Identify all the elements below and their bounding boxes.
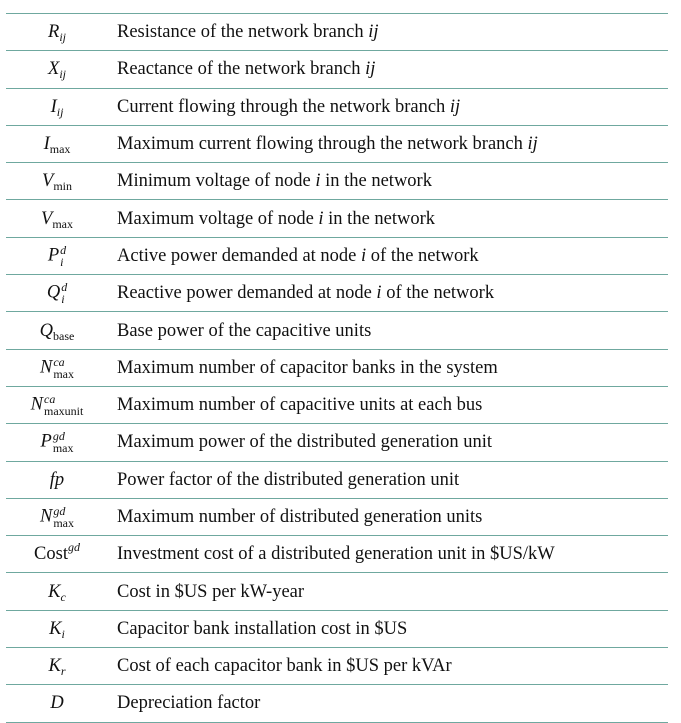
nomenclature-row (6, 386, 668, 423)
symbol-subscript: max (53, 516, 74, 530)
description-cell (108, 51, 668, 88)
math-variable: ij (368, 22, 379, 43)
description-cell (108, 536, 668, 573)
symbol-subscript: max (49, 142, 71, 157)
symbol-subscript: i (61, 292, 65, 307)
symbol-superscript: ca (53, 354, 65, 369)
description-text: Reactive power demanded at node (117, 283, 377, 304)
nomenclature-row (6, 648, 668, 685)
symbol-cell (6, 349, 108, 386)
symbol-scripts (53, 505, 74, 529)
math-variable: i (361, 245, 367, 266)
symbol-cell (6, 610, 108, 647)
symbol-subscript: max (52, 441, 74, 456)
nomenclature-row (6, 610, 668, 647)
description-text: Reactance of the network branch (117, 59, 366, 80)
symbol-base: V (41, 208, 53, 229)
math-variable: ij (449, 96, 461, 117)
description-text: Maximum number of capacitive units at each bus (117, 395, 483, 416)
description-cell (108, 88, 668, 125)
description-text: Investment cost of a distributed generation unit in $US/kW (117, 544, 555, 565)
description-cell (108, 275, 668, 312)
nomenclature-row (6, 349, 668, 386)
description-text: in the network (320, 171, 432, 192)
symbol-base: I (50, 96, 57, 117)
symbol-cell (6, 163, 108, 200)
symbol-base: D (50, 693, 64, 714)
description-cell (108, 610, 668, 647)
nomenclature-row (6, 163, 668, 200)
symbol-superscript: d (61, 280, 68, 295)
symbol-cell (6, 573, 108, 610)
symbol-base: N (39, 506, 53, 527)
description-text: Cost in $US per kW-year (117, 581, 305, 602)
description-cell (108, 461, 668, 498)
description-cell (108, 237, 668, 274)
symbol-cell (6, 51, 108, 88)
description-cell (108, 163, 668, 200)
symbol-scripts (60, 244, 66, 268)
description-text: Maximum number of distributed generation units (117, 507, 483, 527)
nomenclature-row (6, 200, 668, 237)
symbol-cell (6, 275, 108, 312)
symbol-base: K (49, 618, 62, 639)
symbol-base: N (30, 394, 43, 415)
symbol-base: P (47, 245, 60, 266)
symbol-subscript: i (60, 254, 64, 269)
description-cell (108, 200, 668, 237)
nomenclature-row (6, 88, 668, 125)
symbol-cell (6, 648, 108, 685)
description-text: Maximum number of capacitor banks in the system (117, 357, 498, 378)
symbol-base: K (48, 656, 61, 677)
symbol-base: K (48, 581, 61, 602)
description-text: Maximum voltage of node (117, 208, 319, 229)
description-text: Capacitor bank installation cost in $US (117, 618, 408, 639)
symbol-subscript: min (53, 179, 72, 194)
symbol-cell (6, 536, 108, 573)
description-text: Cost of each capacitor bank in $US per kVAr (117, 656, 452, 677)
symbol-subscript: c (60, 589, 66, 604)
nomenclature-row (6, 498, 668, 535)
description-cell (108, 573, 668, 610)
symbol-cell (6, 200, 108, 237)
nomenclature-row (6, 536, 668, 573)
symbol-subscript: ij (59, 30, 66, 45)
description-cell (108, 498, 668, 535)
symbol-base: Cost (34, 544, 68, 565)
description-text: Maximum current flowing through the network branch (117, 134, 528, 155)
symbol-subscript: ij (56, 104, 64, 119)
symbol-subscript: maxunit (44, 404, 84, 419)
symbol-cell (6, 237, 108, 274)
description-text: Current flowing through the network branch (117, 96, 450, 117)
math-variable: i (318, 208, 324, 229)
symbol-superscript: gd (52, 429, 65, 444)
nomenclature-row (6, 14, 668, 51)
symbol-cell (6, 685, 108, 722)
description-text: Depreciation factor (117, 693, 261, 714)
nomenclature-row (6, 424, 668, 461)
nomenclature-row (6, 573, 668, 610)
description-cell (108, 424, 668, 461)
symbol-subscript: max (52, 216, 73, 231)
symbol-cell (6, 386, 108, 423)
symbol-subscript: ij (59, 67, 66, 82)
symbol-scripts (53, 430, 74, 454)
symbol-base: Q (39, 320, 54, 341)
symbol-cell (6, 125, 108, 162)
description-text: Minimum voltage of node (117, 171, 316, 192)
description-text: Resistance of the network branch (117, 22, 369, 43)
nomenclature-row (6, 237, 668, 274)
symbol-superscript: ca (44, 392, 56, 407)
nomenclature-rows (6, 14, 668, 723)
symbol-base: I (43, 134, 50, 155)
symbol-base: R (48, 22, 60, 43)
symbol-base: V (42, 171, 54, 192)
description-cell (108, 14, 668, 51)
symbol-base: P (40, 431, 52, 452)
symbol-subscript: max (53, 366, 74, 381)
symbol-superscript: gd (53, 504, 66, 518)
symbol-cell (6, 14, 108, 51)
nomenclature-row (6, 685, 668, 722)
nomenclature-row (6, 275, 668, 312)
math-variable: ij (365, 59, 376, 80)
nomenclature-row (6, 51, 668, 88)
description-text: Power factor of the distributed generation unit (117, 469, 460, 490)
symbol-subscript: base (53, 328, 75, 343)
symbol-base: fp (49, 469, 65, 490)
symbol-scripts (44, 393, 83, 417)
description-cell (108, 312, 668, 349)
description-cell (108, 386, 668, 423)
symbol-scripts (53, 356, 74, 380)
symbol-cell (6, 424, 108, 461)
description-text: in the network (323, 208, 436, 229)
description-cell (108, 648, 668, 685)
math-variable: i (315, 171, 321, 192)
symbol-cell (6, 88, 108, 125)
math-variable: i (376, 283, 382, 304)
symbol-subscript: i (61, 626, 65, 641)
nomenclature-table (6, 13, 668, 723)
description-cell (108, 125, 668, 162)
description-text: of the network (381, 283, 495, 304)
symbol-scripts (61, 281, 67, 305)
nomenclature-row (6, 125, 668, 162)
symbol-base: X (48, 59, 60, 80)
description-text: of the network (366, 245, 479, 266)
nomenclature-row (6, 312, 668, 349)
symbol-cell (6, 312, 108, 349)
symbol-superscript: d (60, 242, 67, 257)
symbol-superscript: gd (67, 540, 80, 555)
description-text: Maximum power of the distributed generation unit (117, 432, 493, 453)
description-cell (108, 685, 668, 722)
symbol-base: Q (46, 282, 61, 303)
nomenclature-row (6, 461, 668, 498)
symbol-cell (6, 498, 108, 535)
description-cell (108, 349, 668, 386)
symbol-cell (6, 461, 108, 498)
math-variable: ij (527, 134, 538, 155)
description-text: Active power demanded at node (117, 245, 362, 266)
symbol-base: N (39, 357, 53, 378)
description-text: Base power of the capacitive units (117, 320, 372, 341)
symbol-subscript: r (60, 664, 66, 679)
